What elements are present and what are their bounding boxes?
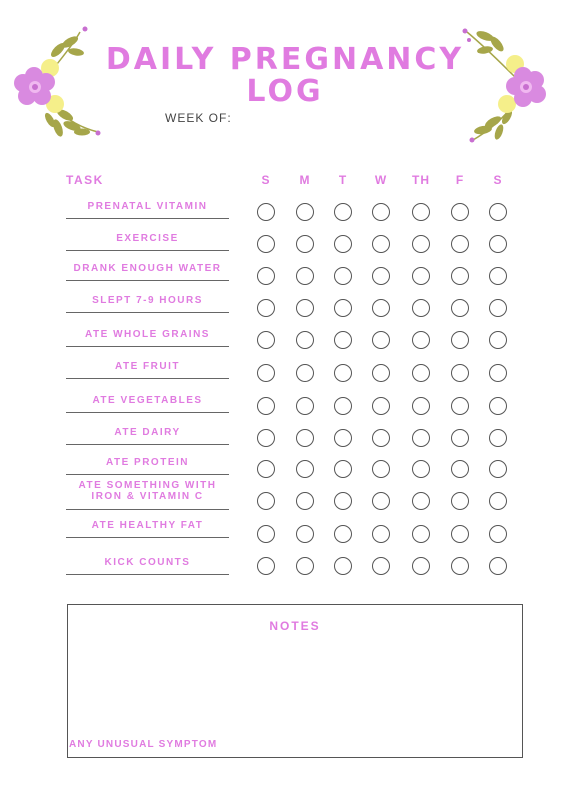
task-label — [66, 233, 229, 251]
day-header: S — [493, 173, 503, 187]
day-checkbox[interactable] — [257, 299, 275, 317]
day-checkbox[interactable] — [489, 525, 507, 543]
task-label-line: SLEPT 7-9 HOURS — [92, 295, 203, 306]
day-checkbox[interactable] — [412, 492, 430, 510]
day-checkbox[interactable] — [412, 364, 430, 382]
day-checkbox[interactable] — [334, 557, 352, 575]
day-checkbox[interactable] — [489, 492, 507, 510]
task-label — [66, 295, 229, 313]
task-label — [66, 457, 229, 475]
task-label-line: IRON & VITAMIN C — [91, 491, 204, 502]
day-checkbox[interactable] — [412, 397, 430, 415]
task-label-line: KICK COUNTS — [104, 557, 191, 568]
day-checkbox[interactable] — [372, 525, 390, 543]
day-checkbox[interactable] — [296, 331, 314, 349]
day-checkbox[interactable] — [296, 235, 314, 253]
week-of-label: WEEK OF: — [165, 111, 232, 125]
day-checkbox[interactable] — [296, 299, 314, 317]
notes-box[interactable] — [67, 604, 523, 758]
task-label-line: ATE FRUIT — [115, 361, 180, 372]
page-title-line1: DAILY PREGNANCY — [105, 42, 465, 77]
day-checkbox[interactable] — [257, 492, 275, 510]
day-checkbox[interactable] — [372, 203, 390, 221]
day-checkbox[interactable] — [372, 364, 390, 382]
day-checkbox[interactable] — [334, 267, 352, 285]
day-checkbox[interactable] — [412, 299, 430, 317]
day-header: T — [338, 173, 348, 187]
day-checkbox[interactable] — [412, 429, 430, 447]
day-checkbox[interactable] — [334, 299, 352, 317]
day-header: W — [374, 173, 388, 187]
task-label — [66, 557, 229, 575]
day-checkbox[interactable] — [372, 397, 390, 415]
day-checkbox[interactable] — [372, 429, 390, 447]
task-label — [66, 427, 229, 445]
day-checkbox[interactable] — [489, 331, 507, 349]
day-checkbox[interactable] — [489, 364, 507, 382]
day-checkbox[interactable] — [334, 525, 352, 543]
day-checkbox[interactable] — [489, 460, 507, 478]
day-checkbox[interactable] — [412, 203, 430, 221]
day-checkbox[interactable] — [412, 331, 430, 349]
task-label-line: ATE VEGETABLES — [92, 395, 203, 406]
day-checkbox[interactable] — [257, 460, 275, 478]
task-label-line: PRENATAL VITAMIN — [87, 201, 208, 212]
task-label — [66, 263, 229, 281]
task-label — [66, 520, 229, 538]
day-checkbox[interactable] — [372, 331, 390, 349]
day-checkbox[interactable] — [372, 492, 390, 510]
day-checkbox[interactable] — [334, 331, 352, 349]
task-label-line: ATE SOMETHING WITH — [78, 480, 217, 491]
day-checkbox[interactable] — [372, 299, 390, 317]
day-checkbox[interactable] — [451, 364, 469, 382]
day-checkbox[interactable] — [489, 397, 507, 415]
day-checkbox[interactable] — [451, 203, 469, 221]
day-checkbox[interactable] — [372, 557, 390, 575]
day-checkbox[interactable] — [451, 429, 469, 447]
day-checkbox[interactable] — [257, 429, 275, 447]
task-label — [66, 361, 229, 379]
day-header: S — [261, 173, 271, 187]
day-checkbox[interactable] — [451, 460, 469, 478]
day-header: F — [455, 173, 465, 187]
day-checkbox[interactable] — [489, 203, 507, 221]
day-checkbox[interactable] — [296, 525, 314, 543]
day-checkbox[interactable] — [257, 397, 275, 415]
task-column-header: TASK — [66, 173, 104, 187]
task-label — [66, 201, 229, 219]
day-checkbox[interactable] — [334, 397, 352, 415]
day-checkbox[interactable] — [412, 460, 430, 478]
notes-title: NOTES — [269, 619, 321, 633]
task-label-line: ATE PROTEIN — [106, 457, 189, 468]
day-checkbox[interactable] — [257, 331, 275, 349]
day-checkbox[interactable] — [334, 203, 352, 221]
day-checkbox[interactable] — [257, 203, 275, 221]
day-checkbox[interactable] — [412, 557, 430, 575]
day-checkbox[interactable] — [334, 460, 352, 478]
day-checkbox[interactable] — [257, 267, 275, 285]
day-checkbox[interactable] — [451, 557, 469, 575]
day-header: M — [299, 173, 311, 187]
day-checkbox[interactable] — [451, 397, 469, 415]
day-checkbox[interactable] — [296, 397, 314, 415]
day-checkbox[interactable] — [257, 364, 275, 382]
task-label-line: ATE WHOLE GRAINS — [85, 329, 210, 340]
unusual-symptom-label: ANY UNUSUAL SYMPTOM — [69, 739, 218, 750]
day-checkbox[interactable] — [412, 267, 430, 285]
day-checkbox[interactable] — [296, 364, 314, 382]
day-checkbox[interactable] — [334, 235, 352, 253]
day-checkbox[interactable] — [489, 299, 507, 317]
task-label-line: EXERCISE — [116, 233, 179, 244]
day-checkbox[interactable] — [451, 267, 469, 285]
day-checkbox[interactable] — [412, 235, 430, 253]
day-checkbox[interactable] — [296, 203, 314, 221]
day-checkbox[interactable] — [451, 299, 469, 317]
day-checkbox[interactable] — [451, 492, 469, 510]
task-label — [66, 329, 229, 347]
day-checkbox[interactable] — [489, 557, 507, 575]
day-checkbox[interactable] — [451, 235, 469, 253]
task-label — [66, 395, 229, 413]
day-checkbox[interactable] — [372, 460, 390, 478]
day-checkbox[interactable] — [334, 429, 352, 447]
day-checkbox[interactable] — [296, 267, 314, 285]
day-checkbox[interactable] — [451, 331, 469, 349]
task-label — [66, 480, 229, 510]
day-checkbox[interactable] — [296, 492, 314, 510]
day-checkbox[interactable] — [489, 267, 507, 285]
day-checkbox[interactable] — [257, 525, 275, 543]
day-checkbox[interactable] — [257, 235, 275, 253]
day-checkbox[interactable] — [334, 364, 352, 382]
day-checkbox[interactable] — [412, 525, 430, 543]
day-checkbox[interactable] — [489, 235, 507, 253]
day-checkbox[interactable] — [296, 460, 314, 478]
day-checkbox[interactable] — [257, 557, 275, 575]
task-label-line: ATE DAIRY — [114, 427, 181, 438]
day-checkbox[interactable] — [372, 235, 390, 253]
day-checkbox[interactable] — [489, 429, 507, 447]
task-label-line: ATE HEALTHY FAT — [91, 520, 204, 531]
day-header: TH — [412, 173, 430, 187]
day-checkbox[interactable] — [296, 429, 314, 447]
day-checkbox[interactable] — [334, 492, 352, 510]
day-checkbox[interactable] — [451, 525, 469, 543]
page-title-line2: LOG — [246, 74, 324, 109]
task-label-line: DRANK ENOUGH WATER — [73, 263, 222, 274]
day-checkbox[interactable] — [372, 267, 390, 285]
day-checkbox[interactable] — [296, 557, 314, 575]
